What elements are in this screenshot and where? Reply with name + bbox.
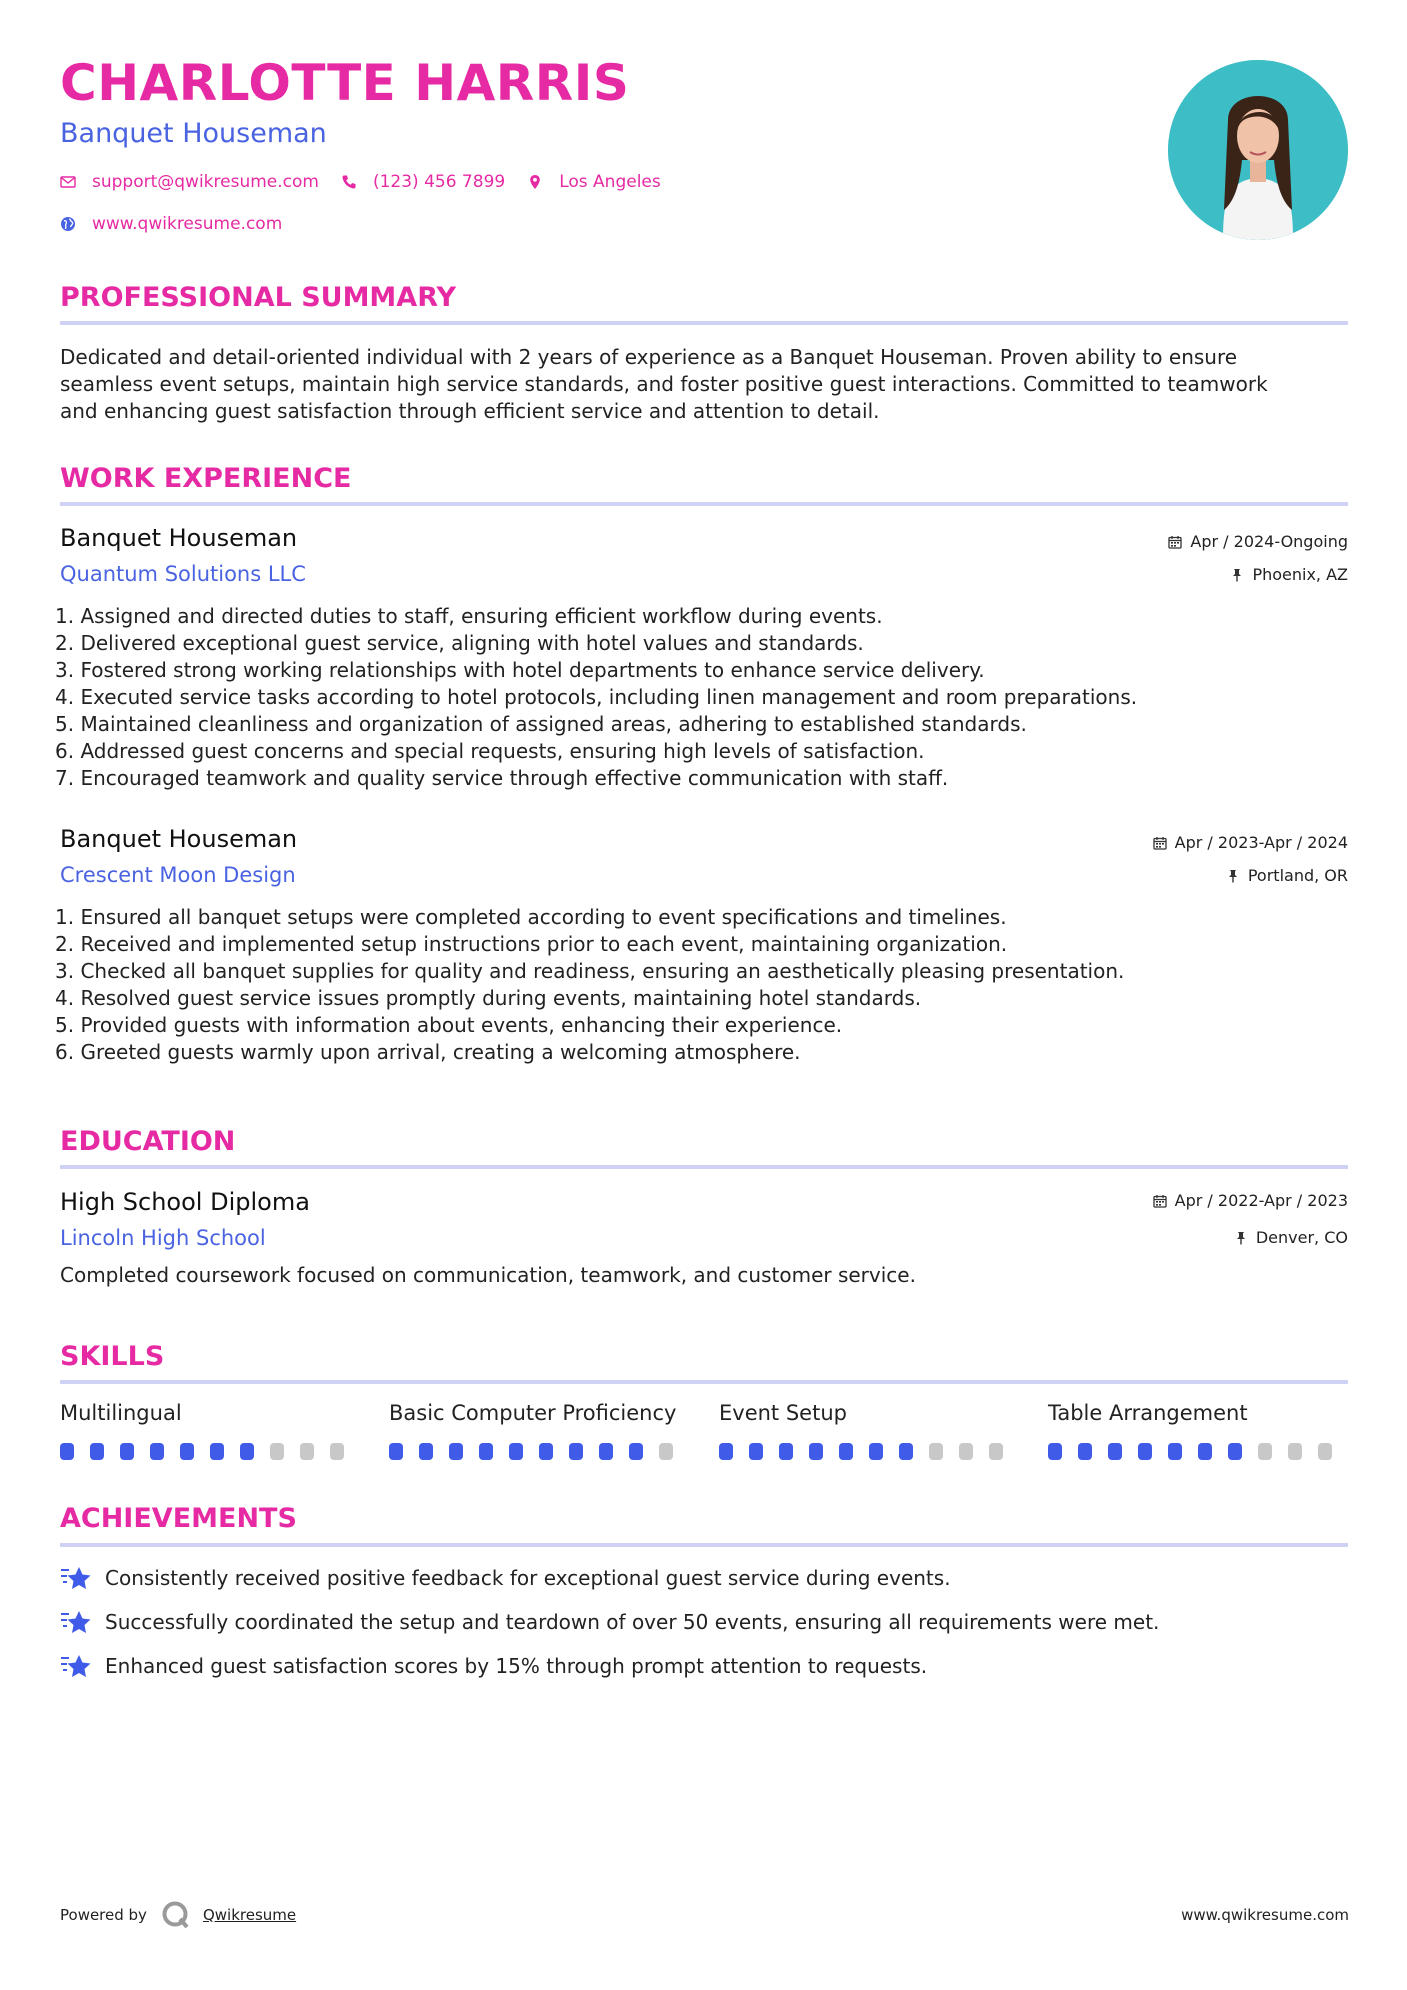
website-text: www.qwikresume.com	[92, 214, 283, 234]
skill-name: Basic Computer Proficiency	[389, 1401, 677, 1425]
skill-dot-filled	[839, 1443, 853, 1460]
skill-level	[1048, 1443, 1348, 1460]
list-item: 1. Assigned and directed duties to staff, ensuring efficient workflow during events.	[55, 604, 883, 628]
list-item: 5. Provided guests with information about events, enhancing their experience.	[55, 1013, 843, 1037]
skill-dot-empty	[330, 1443, 344, 1460]
qwikresume-link[interactable]: Qwikresume	[202, 1906, 297, 1924]
education-degree: High School Diploma	[60, 1188, 310, 1216]
skill-level	[719, 1443, 1019, 1460]
list-item: 3. Checked all banquet supplies for quality and readiness, ensuring an aesthetically pleasing presentation.	[55, 959, 1125, 983]
contact-email[interactable]	[60, 172, 319, 192]
job-location-text: Phoenix, AZ	[1252, 565, 1348, 584]
achievement-item	[60, 1653, 927, 1679]
job-dates	[1153, 833, 1348, 852]
footer-url[interactable]: www.qwikresume.com	[1181, 1906, 1349, 1924]
skill-multilingual	[60, 1401, 360, 1460]
job-dates-text: Apr / 2023-Apr / 2024	[1174, 833, 1348, 852]
summary-line: and enhancing guest satisfaction through efficient service and attention to detail.	[60, 399, 880, 423]
skill-dot-filled	[1078, 1443, 1092, 1460]
star-icon	[60, 1565, 92, 1591]
skill-dot-filled	[569, 1443, 583, 1460]
achievement-item	[60, 1565, 951, 1591]
achievement-text: Enhanced guest satisfaction scores by 15% through prompt attention to requests.	[105, 1654, 928, 1678]
skill-dot-filled	[749, 1443, 763, 1460]
education-description: Completed coursework focused on communication, teamwork, and customer service.	[60, 1263, 916, 1287]
contact-phone[interactable]	[341, 172, 505, 192]
skill-dot-filled	[869, 1443, 883, 1460]
contact-website[interactable]	[60, 214, 282, 234]
skill-dot-filled	[1138, 1443, 1152, 1460]
skill-dot-filled	[120, 1443, 134, 1460]
skill-level	[60, 1443, 360, 1460]
achievements-divider	[60, 1543, 1348, 1547]
calendar-icon	[1168, 535, 1182, 549]
education-school: Lincoln High School	[60, 1226, 266, 1250]
skill-name: Table Arrangement	[1048, 1401, 1248, 1425]
phone-text: (123) 456 7899	[372, 172, 506, 192]
candidate-name: CHARLOTTE HARRIS	[60, 54, 630, 112]
job-bullets	[55, 603, 1345, 792]
education-location	[1234, 1228, 1348, 1247]
avatar	[1168, 60, 1348, 240]
pushpin-icon	[1230, 568, 1244, 582]
job-location	[1230, 565, 1348, 584]
achievement-item	[60, 1609, 1159, 1635]
summary-divider	[60, 321, 1348, 325]
skill-dot-filled	[719, 1443, 733, 1460]
skill-basic-computer-proficiency	[389, 1401, 689, 1460]
skill-dot-filled	[599, 1443, 613, 1460]
education-divider	[60, 1165, 1348, 1169]
achievements-heading: ACHIEVEMENTS	[60, 1503, 297, 1534]
achievement-text: Consistently received positive feedback for exceptional guest service during events.	[105, 1566, 951, 1590]
map-pin-icon	[527, 174, 543, 190]
skill-dot-filled	[779, 1443, 793, 1460]
job-dates-text: Apr / 2024-Ongoing	[1190, 532, 1348, 551]
skill-dot-filled	[150, 1443, 164, 1460]
skills-heading: SKILLS	[60, 1341, 165, 1372]
skill-level	[389, 1443, 689, 1460]
skill-dot-empty	[1288, 1443, 1302, 1460]
job-bullets	[55, 904, 1345, 1066]
phone-icon	[341, 174, 357, 190]
experience-divider	[60, 502, 1348, 506]
skill-dot-empty	[659, 1443, 673, 1460]
star-icon	[60, 1609, 92, 1635]
list-item: 2. Delivered exceptional guest service, aligning with hotel values and standards.	[55, 631, 864, 655]
skill-event-setup	[719, 1401, 1019, 1460]
skill-dot-empty	[1258, 1443, 1272, 1460]
skills-divider	[60, 1380, 1348, 1384]
skill-dot-empty	[270, 1443, 284, 1460]
job-title: Banquet Houseman	[60, 524, 298, 552]
star-icon	[60, 1653, 92, 1679]
skill-dot-filled	[1228, 1443, 1242, 1460]
summary-line: Dedicated and detail-oriented individual with 2 years of experience as a Banquet Houseman. Proven ability to ensure	[60, 345, 1238, 369]
list-item: 1. Ensured all banquet setups were completed according to event specifications and timelines.	[55, 905, 1007, 929]
skill-dot-filled	[479, 1443, 493, 1460]
footer-powered-by	[60, 1900, 296, 1930]
list-item: 5. Maintained cleanliness and organization of assigned areas, adhering to established standards.	[55, 712, 1027, 736]
skill-name: Multilingual	[60, 1401, 182, 1425]
skill-dot-filled	[240, 1443, 254, 1460]
job-location	[1226, 866, 1348, 885]
education-dates-text: Apr / 2022-Apr / 2023	[1174, 1191, 1348, 1210]
job-company: Crescent Moon Design	[60, 863, 296, 887]
skill-dot-empty	[959, 1443, 973, 1460]
education-dates	[1153, 1191, 1348, 1210]
contact-row-1	[60, 172, 683, 192]
qwikresume-logo-icon	[161, 1900, 191, 1930]
skill-dot-filled	[419, 1443, 433, 1460]
list-item: 4. Executed service tasks according to hotel protocols, including linen management and room preparations.	[55, 685, 1138, 709]
skill-dot-filled	[509, 1443, 523, 1460]
list-item: 6. Addressed guest concerns and special requests, ensuring high levels of satisfaction.	[55, 739, 925, 763]
skill-dot-filled	[210, 1443, 224, 1460]
education-location-text: Denver, CO	[1255, 1228, 1348, 1247]
skill-dot-empty	[929, 1443, 943, 1460]
summary-text	[60, 344, 1348, 425]
skill-name: Event Setup	[719, 1401, 847, 1425]
powered-by-label: Powered by	[60, 1906, 147, 1924]
contact-row-2	[60, 214, 304, 234]
mail-icon	[60, 174, 76, 190]
experience-heading: WORK EXPERIENCE	[60, 463, 352, 494]
pushpin-icon	[1226, 869, 1240, 883]
list-item: 3. Fostered strong working relationships with hotel departments to enhance service delivery.	[55, 658, 985, 682]
skill-dot-filled	[60, 1443, 74, 1460]
job-company: Quantum Solutions LLC	[60, 562, 306, 586]
achievement-text: Successfully coordinated the setup and teardown of over 50 events, ensuring all requirements were met.	[105, 1610, 1160, 1634]
email-text: support@qwikresume.com	[92, 172, 319, 192]
calendar-icon	[1153, 1194, 1167, 1208]
skill-dot-filled	[629, 1443, 643, 1460]
profile-photo	[1168, 60, 1348, 240]
job-location-text: Portland, OR	[1247, 866, 1348, 885]
skill-dot-filled	[809, 1443, 823, 1460]
pushpin-icon	[1234, 1231, 1248, 1245]
skill-dot-filled	[1108, 1443, 1122, 1460]
skill-dot-filled	[1048, 1443, 1062, 1460]
skill-dot-empty	[989, 1443, 1003, 1460]
list-item: 7. Encouraged teamwork and quality service through effective communication with staff.	[55, 766, 949, 790]
job-title: Banquet Houseman	[60, 825, 298, 853]
list-item: 6. Greeted guests warmly upon arrival, creating a welcoming atmosphere.	[55, 1040, 801, 1064]
globe-icon	[60, 216, 76, 232]
skill-table-arrangement	[1048, 1401, 1348, 1460]
skill-dot-filled	[180, 1443, 194, 1460]
skill-dot-filled	[1198, 1443, 1212, 1460]
skill-dot-filled	[899, 1443, 913, 1460]
list-item: 4. Resolved guest service issues promptly during events, maintaining hotel standards.	[55, 986, 922, 1010]
summary-line: seamless event setups, maintain high service standards, and foster positive guest interactions. Committed to teamwork	[60, 372, 1268, 396]
skill-dot-filled	[539, 1443, 553, 1460]
location-text: Los Angeles	[559, 172, 661, 192]
job-dates	[1168, 532, 1348, 551]
education-heading: EDUCATION	[60, 1126, 236, 1157]
skill-dot-filled	[90, 1443, 104, 1460]
candidate-title: Banquet Houseman	[60, 118, 327, 149]
skill-dot-empty	[1318, 1443, 1332, 1460]
list-item: 2. Received and implemented setup instructions prior to each event, maintaining organization.	[55, 932, 1008, 956]
skill-dot-empty	[300, 1443, 314, 1460]
skill-dot-filled	[389, 1443, 403, 1460]
skill-dot-filled	[449, 1443, 463, 1460]
skill-dot-filled	[1168, 1443, 1182, 1460]
summary-heading: PROFESSIONAL SUMMARY	[60, 282, 457, 313]
contact-location	[527, 172, 661, 192]
calendar-icon	[1153, 836, 1167, 850]
